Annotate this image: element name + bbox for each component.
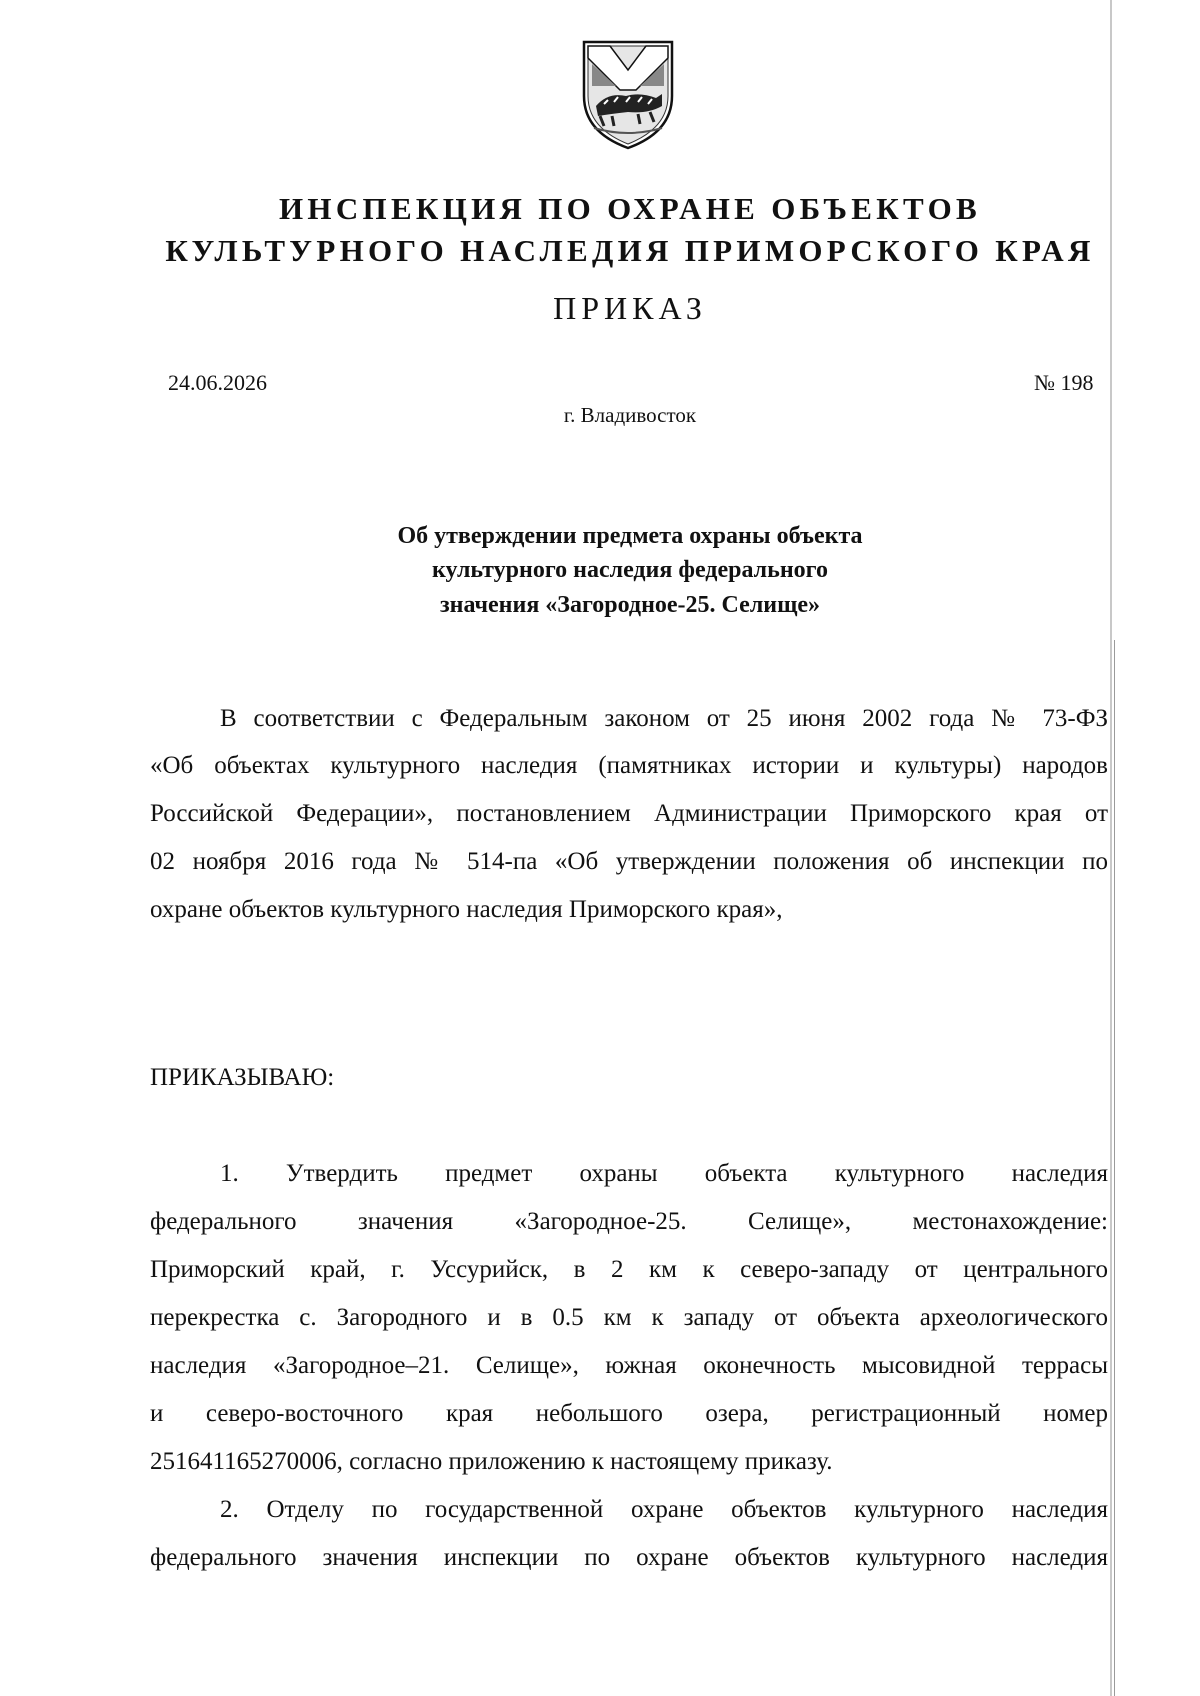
item-1-line: и северо-восточного края небольшого озера, регистрационный номер [150,1400,1108,1427]
item-1-line: 1. Утвердить предмет охраны объекта культурного наследия [220,1160,1108,1187]
preamble-line: 02 ноября 2016 года № 514-па «Об утверждении положения об инспекции по [150,848,1108,875]
order-word: ПРИКАЗЫВАЮ: [150,1064,335,1091]
item-1-line: 251641165270006, согласно приложению к настоящему приказу. [150,1448,833,1475]
item-2-line: федерального значения инспекции по охране объектов культурного наследия [150,1544,1108,1571]
organization-name-line1: ИНСПЕКЦИЯ ПО ОХРАНЕ ОБЪЕКТОВ [279,191,981,226]
preamble-line: В соответствии с Федеральным законом от 25 июня 2002 года № 73-ФЗ [220,705,1108,732]
coat-of-arms-icon [578,34,678,154]
document-city: г. Владивосток [563,403,697,427]
document-title-line: Об утверждении предмета охраны объекта [397,523,863,549]
item-1-line: Приморский край, г. Уссурийск, в 2 км к северо-западу от центрального [150,1256,1108,1283]
item-1-line: перекрестка с. Загородного и в 0.5 км к западу от объекта археологического [150,1304,1108,1331]
item-1-line: федерального значения «Загородное-25. Селище», местонахождение: [150,1208,1108,1235]
document-date: 24.06.2026 [168,370,267,395]
document-type: ПРИКАЗ [553,290,707,326]
preamble-line: охране объектов культурного наследия Приморского края», [150,896,783,923]
organization-name-line2: КУЛЬТУРНОГО НАСЛЕДИЯ ПРИМОРСКОГО КРАЯ [165,233,1095,268]
scan-edge-line [1114,640,1115,1696]
item-1-line: наследия «Загородное–21. Селище», южная оконечность мысовидной террасы [150,1352,1108,1379]
document-title-line: культурного наследия федерального [432,557,828,583]
item-2-line: 2. Отделу по государственной охране объектов культурного наследия [220,1496,1108,1523]
preamble-line: «Об объектах культурного наследия (памятниках истории и культуры) народов [150,752,1108,779]
document-number: № 198 [1034,370,1094,395]
preamble-line: Российской Федерации», постановлением Администрации Приморского края от [150,800,1108,827]
document-title-line: значения «Загородное-25. Селище» [439,592,821,618]
